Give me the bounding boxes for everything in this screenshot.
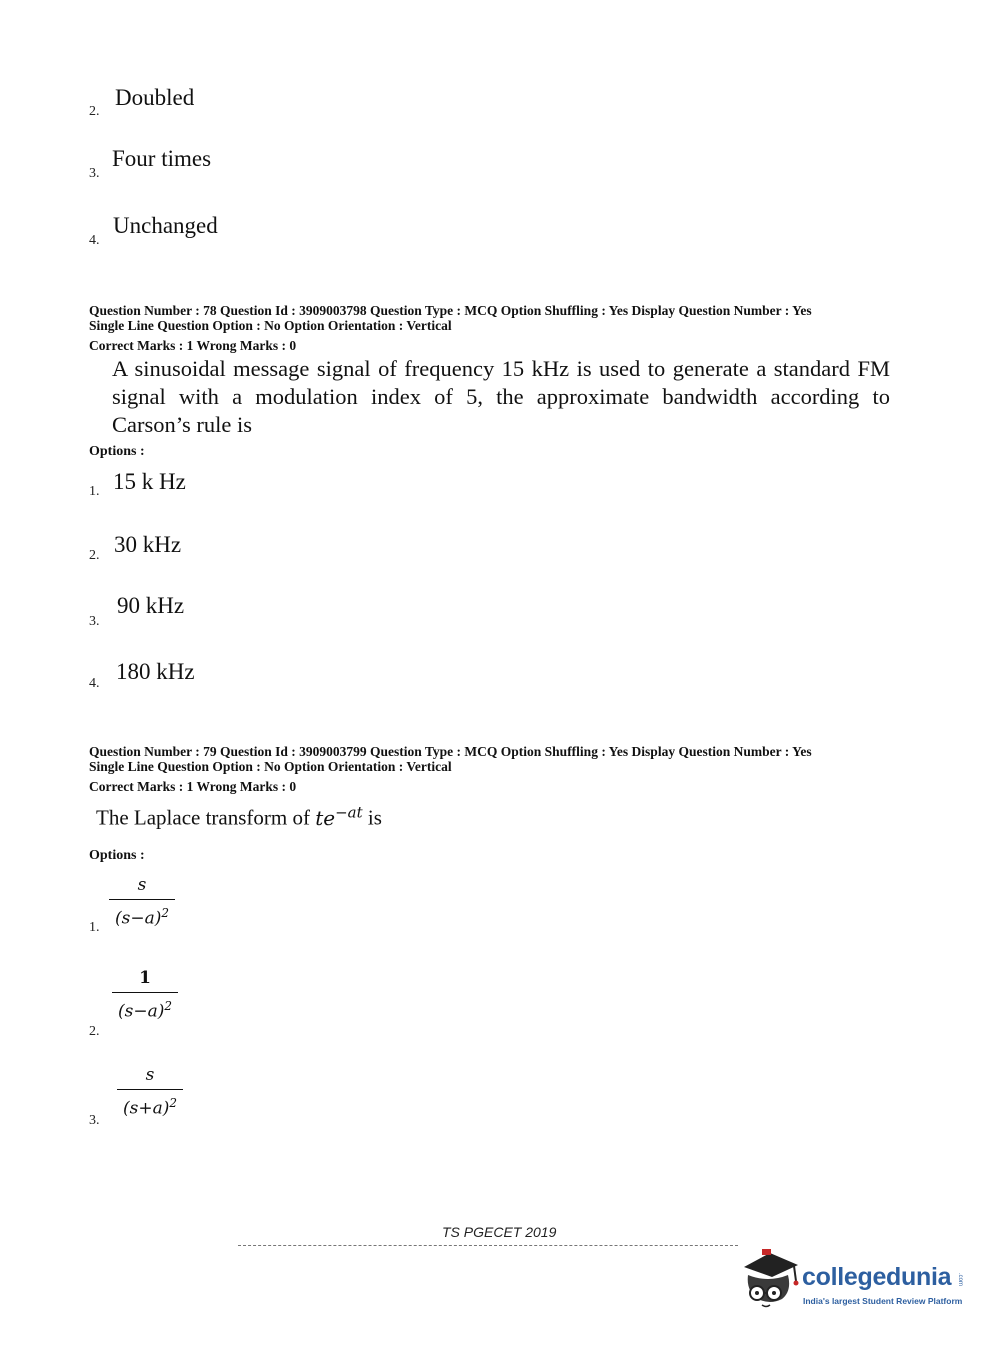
option-number: 4. xyxy=(89,233,100,248)
math-expression xyxy=(315,803,363,830)
option-text: 180 kHz xyxy=(116,659,195,684)
logo-domain-suffix: .com xyxy=(957,1273,963,1287)
denominator-base: (s+a) xyxy=(122,1098,170,1119)
question-marks: Correct Marks : 1 Wrong Marks : 0 xyxy=(89,338,297,353)
options-label: Options : xyxy=(89,444,145,459)
denominator-base: (s−a) xyxy=(117,1001,165,1022)
logo-tagline: India's largest Student Review Platform xyxy=(803,1296,963,1306)
option-number: 2. xyxy=(89,1024,100,1039)
question-meta-line-2: Single Line Question Option : No Option Orientation : Vertical xyxy=(89,759,452,774)
footer-divider xyxy=(238,1245,738,1246)
fraction-numerator: s xyxy=(137,875,147,895)
option-number: 3. xyxy=(89,166,100,181)
denominator-base: (s−a) xyxy=(114,908,162,929)
question-meta-line-2: Single Line Question Option : No Option Orientation : Vertical xyxy=(89,318,452,333)
collegedunia-logo xyxy=(738,1245,978,1315)
option-text: 30 kHz xyxy=(114,532,182,557)
option-number: 1. xyxy=(89,920,100,935)
fraction-denominator xyxy=(109,903,175,929)
denominator-power: 2 xyxy=(169,1096,177,1110)
question-text xyxy=(96,803,382,831)
option-number: 3. xyxy=(89,1113,100,1128)
option-number: 3. xyxy=(89,614,100,629)
fraction-bar xyxy=(109,899,175,900)
math-exponent: −at xyxy=(335,803,363,821)
fraction-bar xyxy=(112,992,178,993)
option-text: Unchanged xyxy=(113,213,218,238)
option-text: Four times xyxy=(112,146,212,171)
fraction-denominator xyxy=(117,1093,183,1119)
denominator-power: 2 xyxy=(161,906,169,920)
denominator-power: 2 xyxy=(164,999,172,1013)
option-fraction xyxy=(109,875,175,929)
logo-wordmark: collegedunia xyxy=(802,1263,952,1291)
question-text-suffix: is xyxy=(362,805,382,830)
math-base: te xyxy=(315,805,336,830)
option-text: 90 kHz xyxy=(117,593,185,618)
question-text-prefix: The Laplace transform of xyxy=(96,805,316,830)
option-number: 4. xyxy=(89,676,100,691)
option-number: 2. xyxy=(89,104,100,119)
question-text: A sinusoidal message signal of frequency 15 kHz is used to generate a standard FM signal with a modulation index of 5, the approximate bandwidth according to Carson’s rule is xyxy=(112,356,890,437)
fraction-numerator: 1 xyxy=(139,968,151,988)
option-text: Doubled xyxy=(115,85,195,110)
option-text: 15 k Hz xyxy=(113,469,186,494)
fraction-numerator: s xyxy=(145,1065,155,1085)
footer-exam-title: TS PGECET 2019 xyxy=(442,1224,557,1240)
fraction-bar xyxy=(117,1089,183,1090)
option-number: 1. xyxy=(89,484,100,499)
options-label: Options : xyxy=(89,848,145,863)
option-number: 2. xyxy=(89,548,100,563)
question-meta-line-1: Question Number : 79 Question Id : 3909003799 Question Type : MCQ Option Shuffling : Yes Display Question Number : Yes xyxy=(89,744,812,759)
question-meta-line-1: Question Number : 78 Question Id : 3909003798 Question Type : MCQ Option Shuffling : Yes Display Question Number : Yes xyxy=(89,303,812,318)
option-fraction xyxy=(117,1065,183,1119)
option-fraction xyxy=(112,968,178,1022)
question-marks: Correct Marks : 1 Wrong Marks : 0 xyxy=(89,779,297,794)
logo-mascot-icon xyxy=(738,1245,802,1309)
fraction-denominator xyxy=(112,996,178,1022)
